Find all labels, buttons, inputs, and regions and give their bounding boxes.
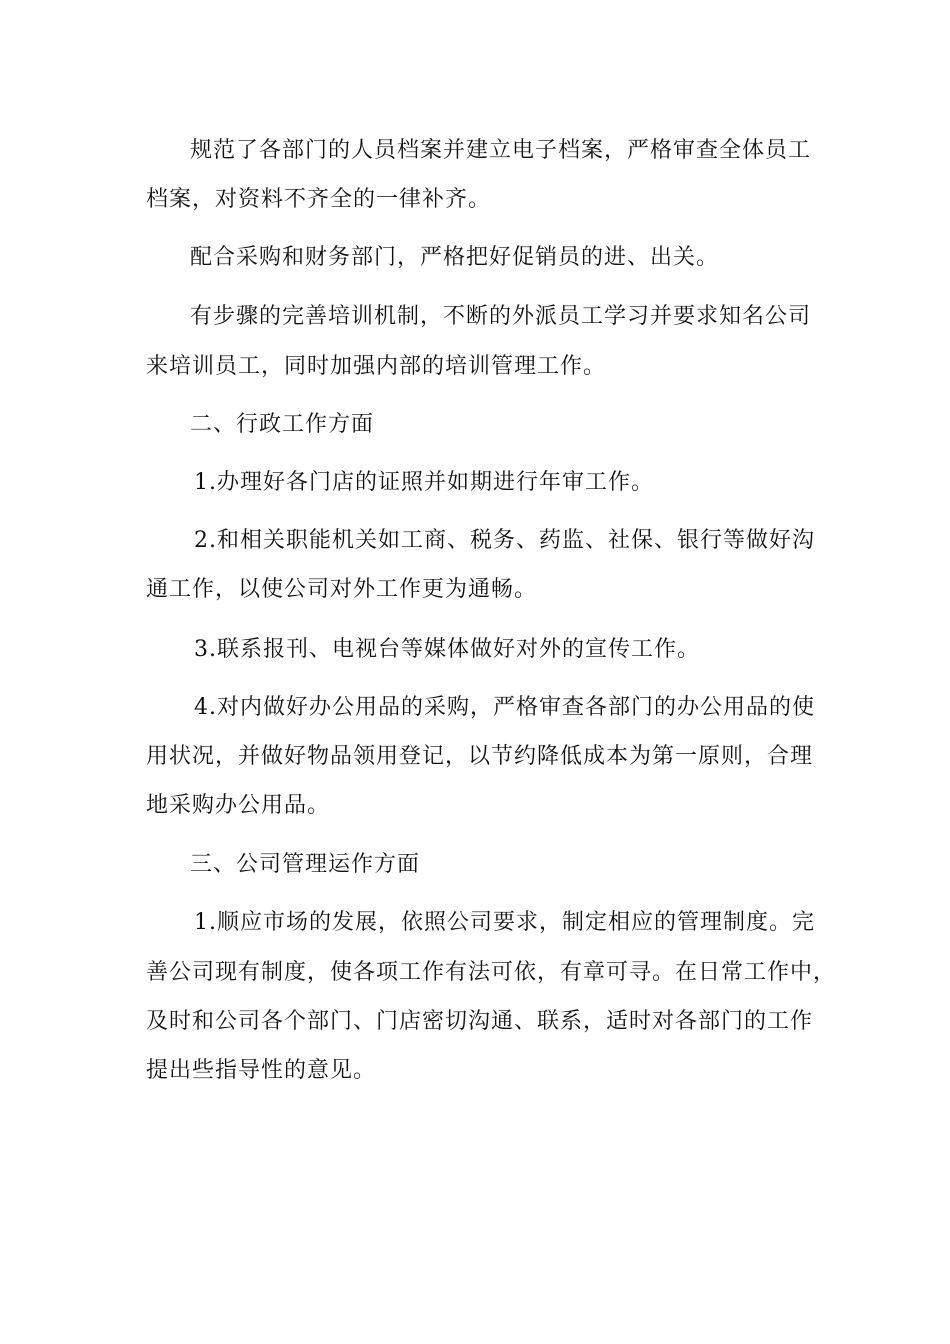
paragraph-line: 1.顺应市场的发展，依照公司要求，制定相应的管理制度。完 <box>194 910 815 935</box>
paragraph-line: 地采购办公用品。 <box>146 793 331 818</box>
paragraph-line: 提出些指导性的意见。 <box>146 1058 377 1083</box>
paragraph-line: 善公司现有制度，使各项工作有法可依，有章可寻。在日常工作中， <box>146 960 837 985</box>
paragraph-line: 配合采购和财务部门，严格把好促销员的进、出关。 <box>190 245 720 270</box>
paragraph-line: 来培训员工，同时加强内部的培训管理工作。 <box>146 354 607 379</box>
section-heading: 三、公司管理运作方面 <box>190 852 421 877</box>
paragraph-line: 用状况，并做好物品领用登记，以节约降低成本为第一原则，合理 <box>146 744 814 769</box>
paragraph-line: 通工作，以使公司对外工作更为通畅。 <box>146 577 538 602</box>
paragraph-line: 2.和相关职能机关如工商、税务、药监、社保、银行等做好沟 <box>194 528 815 553</box>
paragraph-line: 档案，对资料不齐全的一律补齐。 <box>146 187 492 212</box>
paragraph-line: 有步骤的完善培训机制，不断的外派员工学习并要求知名公司 <box>190 304 812 329</box>
paragraph-line: 规范了各部门的人员档案并建立电子档案，严格审查全体员工 <box>190 138 812 163</box>
paragraph-line: 1.办理好各门店的证照并如期进行年审工作。 <box>194 470 654 495</box>
paragraph-line: 3.联系报刊、电视台等媒体做好对外的宣传工作。 <box>194 637 700 662</box>
paragraph-line: 及时和公司各个部门、门店密切沟通、联系，适时对各部门的工作 <box>146 1009 814 1034</box>
section-heading: 二、行政工作方面 <box>190 412 375 437</box>
paragraph-line: 4.对内做好办公用品的采购，严格审查各部门的办公用品的使 <box>194 695 815 720</box>
